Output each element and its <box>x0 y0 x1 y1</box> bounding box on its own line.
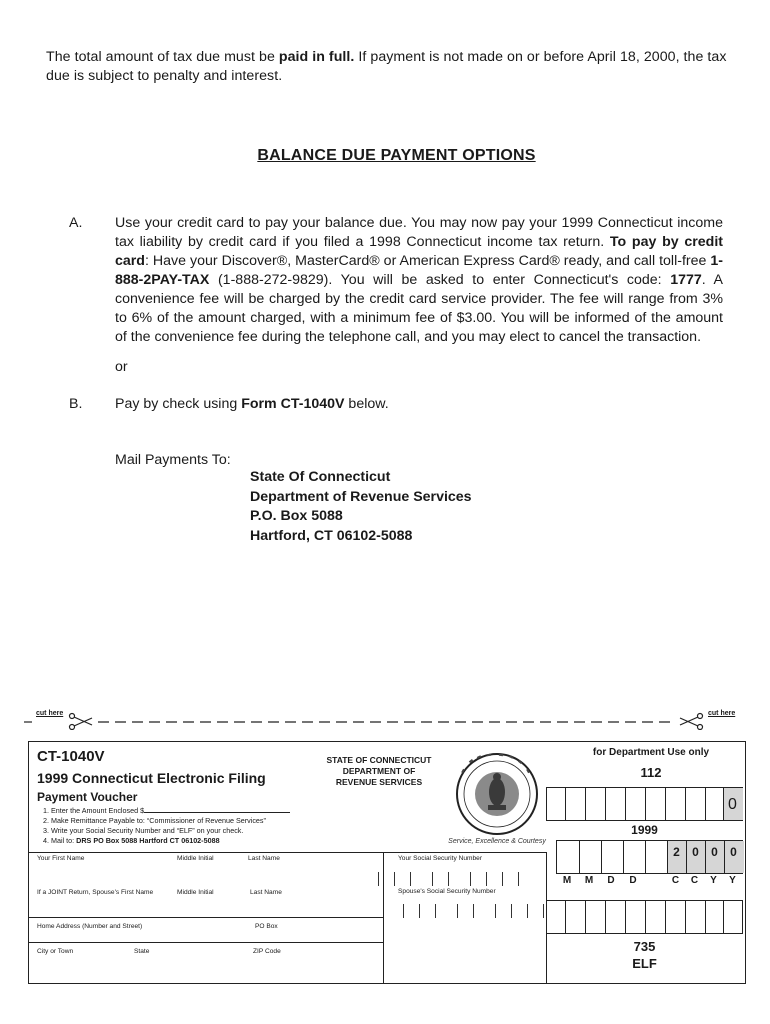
last-name-field[interactable]: Last Name <box>248 855 280 862</box>
drs-seal-icon <box>447 750 547 850</box>
instruction-1: 1. Enter the Amount Enclosed $ <box>43 806 145 815</box>
intro-paragraph <box>46 48 736 86</box>
spouse-ssn-field[interactable]: Spouse's Social Security Number <box>398 888 496 895</box>
option-a-marker: A. <box>69 215 83 231</box>
mail-label: Mail Payments To: <box>115 452 231 468</box>
spouse-ssn-digit-ticks <box>399 902 559 918</box>
intro-text: The total amount of tax due must be <box>46 49 279 65</box>
tax-year: 1999 <box>631 823 658 837</box>
date-format-labels: M M D D C C Y Y <box>562 875 736 886</box>
seal-motto: Service, Excellence & Courtesy <box>448 838 546 845</box>
spouse-first-name-field[interactable]: If a JOINT Return, Spouse's First Name <box>37 889 154 896</box>
option-b-text: Pay by check using Form CT-1040V below. <box>115 396 389 412</box>
instruction-2: 2. Make Remittance Payable to: “Commissioner of Revenue Services” <box>43 816 266 825</box>
dept-use-label: for Department Use only <box>592 747 710 758</box>
instruction-4: 4. Mail to: <box>43 836 77 845</box>
elf-code-labels <box>546 938 743 972</box>
agency-name: STATE OF CONNECTICUT DEPARTMENT OF REVENUE SERVICES <box>326 755 432 787</box>
cut-here-label-right: cut here <box>708 710 736 717</box>
instruction-3: 3. Write your Social Security Number and “ELF” on your check. <box>43 826 244 835</box>
middle-initial-field[interactable]: Middle Initial <box>177 855 214 862</box>
amount-enclosed-field[interactable] <box>144 812 290 813</box>
instruction-4-address: DRS PO Box 5088 Hartford CT 06102-5088 <box>76 836 220 845</box>
option-b-marker: B. <box>69 396 83 412</box>
first-name-field[interactable]: Your First Name <box>37 855 85 862</box>
state-field[interactable]: State <box>134 948 150 955</box>
spouse-last-name-field[interactable]: Last Name <box>250 889 282 896</box>
address-line-1: State Of Connecticut <box>250 469 391 485</box>
code-112: 112 <box>640 765 662 780</box>
form-id: CT-1040V <box>37 748 105 765</box>
code-735: 735 <box>633 939 656 954</box>
page-heading: BALANCE DUE PAYMENT OPTIONS <box>257 147 536 164</box>
year-digit-2: 0 <box>692 845 699 859</box>
address-line-4: Hartford, CT 06102-5088 <box>250 527 413 544</box>
scissors-icon-right <box>680 714 703 730</box>
ssn-field[interactable]: Your Social Security Number <box>398 855 483 862</box>
dept-code-box <box>546 787 743 821</box>
intro-bold-text: paid in full. <box>278 49 355 65</box>
ssn-digit-ticks <box>374 870 534 886</box>
home-address-field[interactable]: Home Address (Number and Street) <box>37 923 143 930</box>
or-text: or <box>115 359 128 375</box>
scissors-icon-left <box>20 710 750 730</box>
address-line-3: P.O. Box 5088 <box>250 508 343 524</box>
date-box <box>556 840 743 874</box>
mailing-address <box>250 468 472 546</box>
cut-here-label-left: cut here <box>36 710 64 717</box>
cut-line <box>20 710 750 730</box>
year-digit-1: 2 <box>673 845 680 859</box>
option-a-text: Use your credit card to pay your balance due. You may now pay your 1999 Connecticut income tax liability by credit card if you filed a 1998 Connecticut income tax return. To pay by credit card: Have your Discover®, MasterCard® or American Express Card® ready, and call toll-free 1-888-2PAY-TAX (1-888-272-9829). You will be asked to enter Connecticut's code: 1777. A convenience fee will be charged by the credit card service provider. The fee will range from 3% to 6% of the amount charged, with a minimum fee of $3.00. You will be informed of the amount of the convenience fee during the telephone call, and you may elect to cancel the transaction. <box>115 215 724 345</box>
intro-text-end: If payment is not made on or before April 18, 2000, the tax due is subject to penalty and interest. <box>46 49 727 84</box>
year-digit-4: 0 <box>730 845 737 859</box>
zip-field[interactable]: ZIP Code <box>253 948 281 955</box>
voucher-instructions <box>43 806 290 846</box>
voucher-subtitle: Payment Voucher <box>37 790 138 804</box>
po-box-field[interactable]: PO Box <box>255 923 278 930</box>
payment-voucher <box>28 741 746 984</box>
spouse-middle-initial-field[interactable]: Middle Initial <box>177 889 214 896</box>
year-digit-3: 0 <box>711 845 718 859</box>
city-field[interactable]: City or Town <box>37 948 74 955</box>
elf-code-box <box>546 900 743 934</box>
voucher-title: 1999 Connecticut Electronic Filing <box>37 770 266 786</box>
dept-code-digit: 0 <box>728 796 737 813</box>
elf-label: ELF <box>632 956 657 971</box>
address-line-2: Department of Revenue Services <box>250 488 472 505</box>
